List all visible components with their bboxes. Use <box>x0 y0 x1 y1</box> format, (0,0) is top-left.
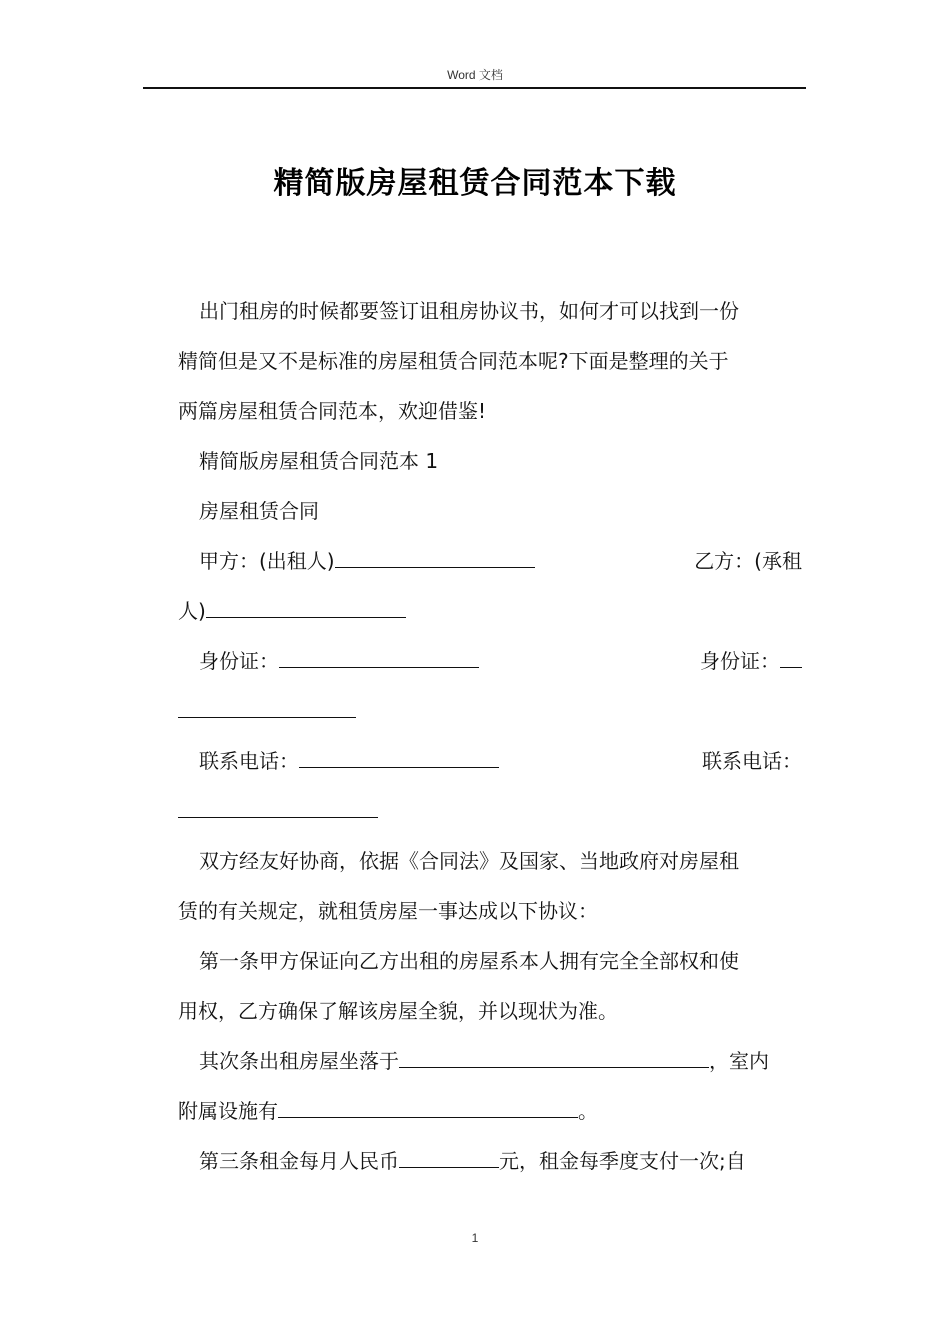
id-b-blank <box>178 699 356 718</box>
party-b-blank <box>206 599 406 618</box>
facilities-suffix: 。 <box>578 1099 598 1123</box>
party-b-label: 乙方：(承租 <box>694 549 802 573</box>
party-a-label: 甲方：(出租人) <box>199 549 335 573</box>
intro-line-3: 两篇房屋租赁合同范本，欢迎借鉴! <box>178 399 487 423</box>
article-3-prefix: 第三条租金每月人民币 <box>199 1149 399 1173</box>
article-3-suffix: 元，租金每季度支付一次;自 <box>499 1149 746 1173</box>
party-a-field <box>199 536 535 586</box>
document-body <box>178 286 802 1186</box>
article-1-line-2: 用权，乙方确保了解该房屋全貌，并以现状为准。 <box>178 999 618 1023</box>
page-number: 1 <box>471 1231 479 1245</box>
document-header: Word 文档 <box>447 68 503 82</box>
header-divider <box>143 87 806 89</box>
article-1-line-1: 第一条甲方保证向乙方出租的房屋系本人拥有完全全部权和使 <box>199 949 739 973</box>
party-b-row <box>178 586 802 636</box>
phone-b-label: 联系电话： <box>702 749 802 773</box>
article-2-line-2 <box>178 1086 802 1136</box>
article-2-suffix: ，室内 <box>709 1049 769 1073</box>
rent-blank <box>399 1149 499 1168</box>
party-row <box>178 536 802 586</box>
address-blank <box>399 1049 709 1068</box>
id-b-label: 身份证： <box>700 649 780 673</box>
intro-line-1: 出门租房的时候都要签订诅租房协议书，如何才可以找到一份 <box>199 299 739 323</box>
article-2-line-1 <box>178 1036 802 1086</box>
article-2-prefix: 其次条出租房屋坐落于 <box>199 1049 399 1073</box>
section-title: 精简版房屋租赁合同范本 1 <box>199 449 439 473</box>
id-a-label: 身份证： <box>199 649 279 673</box>
id-row <box>178 636 802 686</box>
phone-row <box>178 736 802 786</box>
facilities-label: 附属设施有 <box>178 1099 278 1123</box>
agreement-line-1: 双方经友好协商，依据《合同法》及国家、当地政府对房屋租 <box>199 849 739 873</box>
phone-b-blank <box>178 799 378 818</box>
id-b-row <box>178 686 802 736</box>
phone-a-label: 联系电话： <box>199 749 299 773</box>
page-title: 精简版房屋租赁合同范本下载 <box>273 166 677 201</box>
id-b-field <box>700 636 802 686</box>
phone-b-row <box>178 786 802 836</box>
contract-title: 房屋租赁合同 <box>199 499 319 523</box>
id-b-blank-start <box>780 649 802 668</box>
facilities-blank <box>278 1099 578 1118</box>
agreement-line-2: 赁的有关规定，就租赁房屋一事达成以下协议： <box>178 899 598 923</box>
id-a-field <box>199 636 479 686</box>
id-a-blank <box>279 649 479 668</box>
party-b-label-cont: 人) <box>178 599 206 623</box>
phone-a-blank <box>299 749 499 768</box>
article-3-line-1 <box>178 1136 802 1186</box>
phone-a-field <box>199 736 499 786</box>
intro-line-2: 精简但是又不是标准的房屋租赁合同范本呢?下面是整理的关于 <box>178 349 729 373</box>
party-a-blank <box>335 549 535 568</box>
